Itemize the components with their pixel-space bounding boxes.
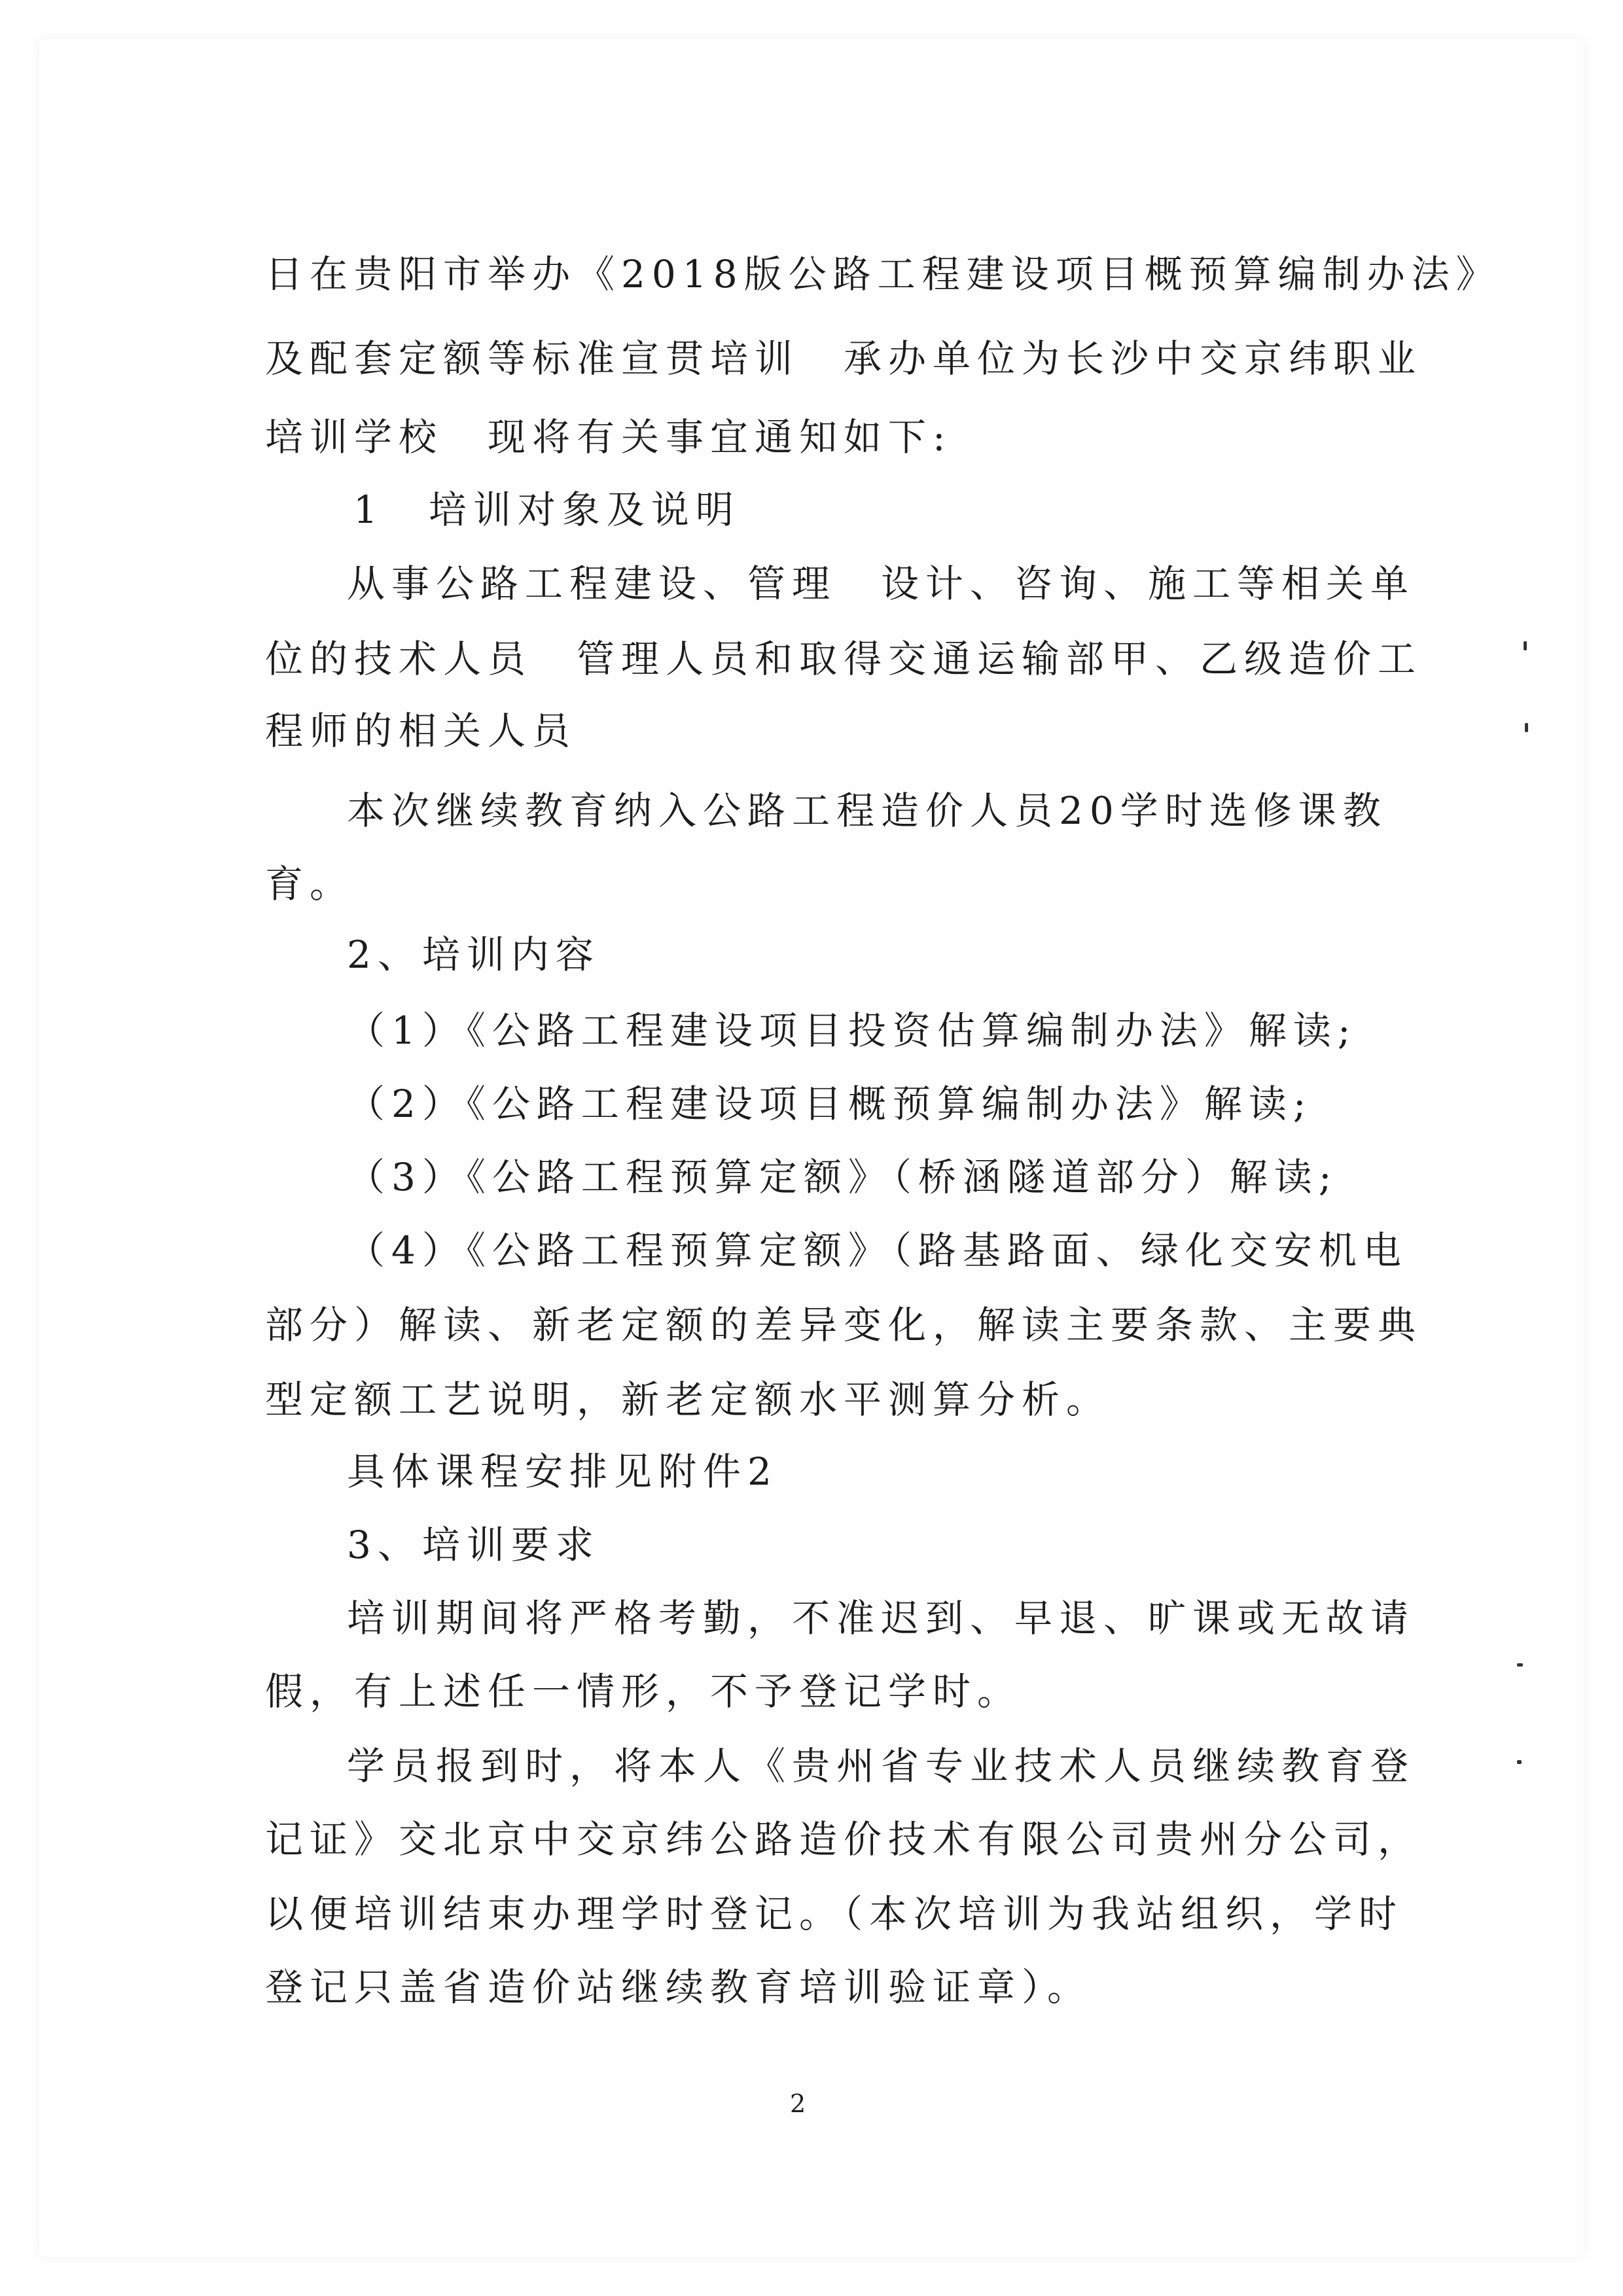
scan-artifact-mark [1525, 723, 1528, 732]
scan-artifact-mark [1524, 641, 1527, 650]
list-item-2: （2）《公路工程建设项目概预算编制办法》解读; [347, 1082, 1313, 1126]
scan-artifact-mark [1517, 1760, 1522, 1764]
paragraph-line-8: 本次继续教育纳入公路工程造价人员20学时选修课教 [347, 788, 1387, 833]
list-item-4-cont-2: 型定额工艺说明，新老定额水平测算分析。 [265, 1377, 1111, 1422]
paragraph-line-2: 及配套定额等标准宣贯培训 承办单位为长沙中交京纬职业 [265, 336, 1423, 381]
paragraph-line-22: 记证》交北京中交京纬公路造价技术有限公司贵州分公司， [265, 1817, 1423, 1862]
page-number: 2 [790, 2089, 806, 2118]
paragraph-line-6: 位的技术人员 管理人员和取得交通运输部甲、乙级造价工 [265, 637, 1423, 681]
paragraph-line-19: 培训期间将严格考勤，不准迟到、早退、旷课或无故请 [347, 1596, 1416, 1640]
section-heading-3: 3、培训要求 [347, 1523, 600, 1567]
list-item-4: （4）《公路工程预算定额》（路基路面、绿化交安机电 [347, 1228, 1408, 1273]
section-heading-1: 1 培训对象及说明 [353, 487, 740, 532]
paragraph-line-20: 假，有上述任一情形，不予登记学时。 [265, 1669, 1022, 1714]
paragraph-line-7: 程师的相关人员 [265, 709, 577, 753]
paragraph-line-1: 日在贵阳市举办《2018版公路工程建设项目概预算编制办法》 [265, 252, 1501, 296]
list-item-3: （3）《公路工程预算定额》（桥涵隧道部分）解读; [347, 1155, 1338, 1199]
list-item-1: （1）《公路工程建设项目投资估算编制办法》解读; [347, 1008, 1357, 1053]
paragraph-line-9: 育。 [265, 862, 355, 906]
paragraph-line-17: 具体课程安排见附件2 [347, 1449, 778, 1494]
paragraph-line-3: 培训学校 现将有关事宜通知如下: [265, 415, 952, 459]
list-item-4-cont-1: 部分）解读、新老定额的差异变化，解读主要条款、主要典 [265, 1303, 1423, 1347]
paragraph-line-24: 登记只盖省造价站继续教育培训验证章）。 [265, 1965, 1092, 2009]
section-heading-2: 2、培训内容 [347, 932, 600, 977]
paragraph-line-23: 以便培训结束办理学时登记。（本次培训为我站组织，学时 [265, 1892, 1404, 1936]
paragraph-line-21: 学员报到时，将本人《贵州省专业技术人员继续教育登 [347, 1744, 1416, 1788]
scan-artifact-mark [1517, 1663, 1523, 1667]
paragraph-line-5: 从事公路工程建设、管理 设计、咨询、施工等相关单 [347, 561, 1416, 606]
